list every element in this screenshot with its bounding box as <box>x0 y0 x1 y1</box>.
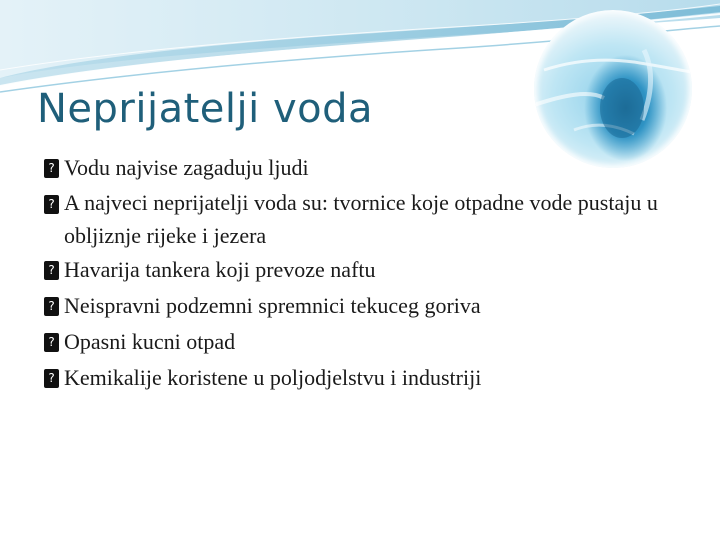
list-item <box>44 252 684 288</box>
list-item <box>44 324 684 360</box>
slide-title: Neprijatelji voda <box>37 86 373 132</box>
list-item <box>44 288 684 324</box>
bullet-marker-icon: ? <box>44 159 59 178</box>
list-item <box>44 186 684 252</box>
list-item <box>44 150 684 186</box>
bullet-list <box>44 150 684 396</box>
glacier-water-photo <box>534 10 692 168</box>
bullet-marker-icon: ? <box>44 195 59 214</box>
bullet-text: Kemikalije koristene u poljodjelstvu i industriji <box>64 365 482 390</box>
bullet-text: A najveci neprijatelji voda su: tvornice koje otpadne vode pustaju u obljiznje rijeke i jezera <box>64 190 658 248</box>
bullet-text: Vodu najvise zagaduju ljudi <box>64 155 309 180</box>
bullet-marker-icon: ? <box>44 297 59 316</box>
bullet-text: Opasni kucni otpad <box>64 329 236 354</box>
list-item <box>44 360 684 396</box>
bullet-text: Havarija tankera koji prevoze naftu <box>64 257 376 282</box>
bullet-text: Neispravni podzemni spremnici tekuceg goriva <box>64 293 481 318</box>
bullet-marker-icon: ? <box>44 333 59 352</box>
bullet-marker-icon: ? <box>44 261 59 280</box>
bullet-marker-icon: ? <box>44 369 59 388</box>
